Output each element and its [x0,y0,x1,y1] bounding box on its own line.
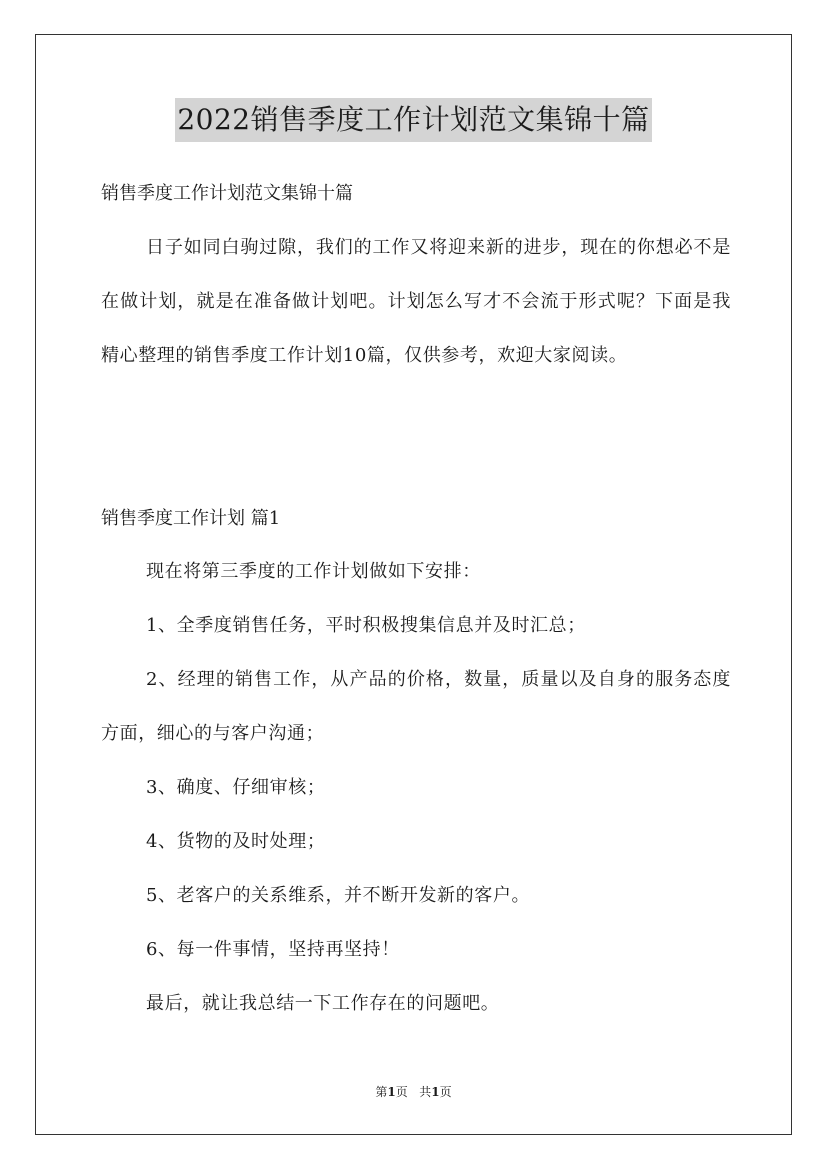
paragraph-5: 4、货物的及时处理； [146,831,326,852]
page-label-prefix: 第 [375,1085,388,1099]
section-heading: 销售季度工作计划 篇1 [101,508,281,529]
title-container [0,98,827,142]
paragraph-3: 2、经理的销售工作，从产品的价格，数量，质量以及自身的服务态度方面，细心的与客户沟通； [101,669,731,744]
total-pages: 1 [431,1085,440,1099]
subtitle: 销售季度工作计划范文集锦十篇 [101,183,353,204]
page-number: 1 [387,1085,396,1099]
total-label-prefix: 共 [419,1085,432,1099]
paragraph-6: 5、老客户的关系维系，并不断开发新的客户。 [146,885,531,906]
document-title: 2022销售季度工作计划范文集锦十篇 [175,98,651,142]
paragraph-2: 1、全季度销售任务，平时积极搜集信息并及时汇总； [146,615,586,636]
page-footer [0,1083,827,1100]
paragraph-7: 6、每一件事情，坚持再坚持！ [146,939,400,960]
intro-paragraph: 日子如同白驹过隙，我们的工作又将迎来新的进步，现在的你想必不是在做计划，就是在准备做计划吧。计划怎么写才不会流于形式呢？下面是我精心整理的销售季度工作计划10篇，仅供参考，欢迎大家阅读。 [101,237,731,366]
paragraph-1: 现在将第三季度的工作计划做如下安排： [146,561,481,582]
total-label-suffix: 页 [439,1085,452,1099]
paragraph-8: 最后，就让我总结一下工作存在的问题吧。 [146,993,500,1014]
paragraph-4: 3、确度、仔细审核； [146,777,326,798]
page-label-suffix: 页 [395,1085,408,1099]
